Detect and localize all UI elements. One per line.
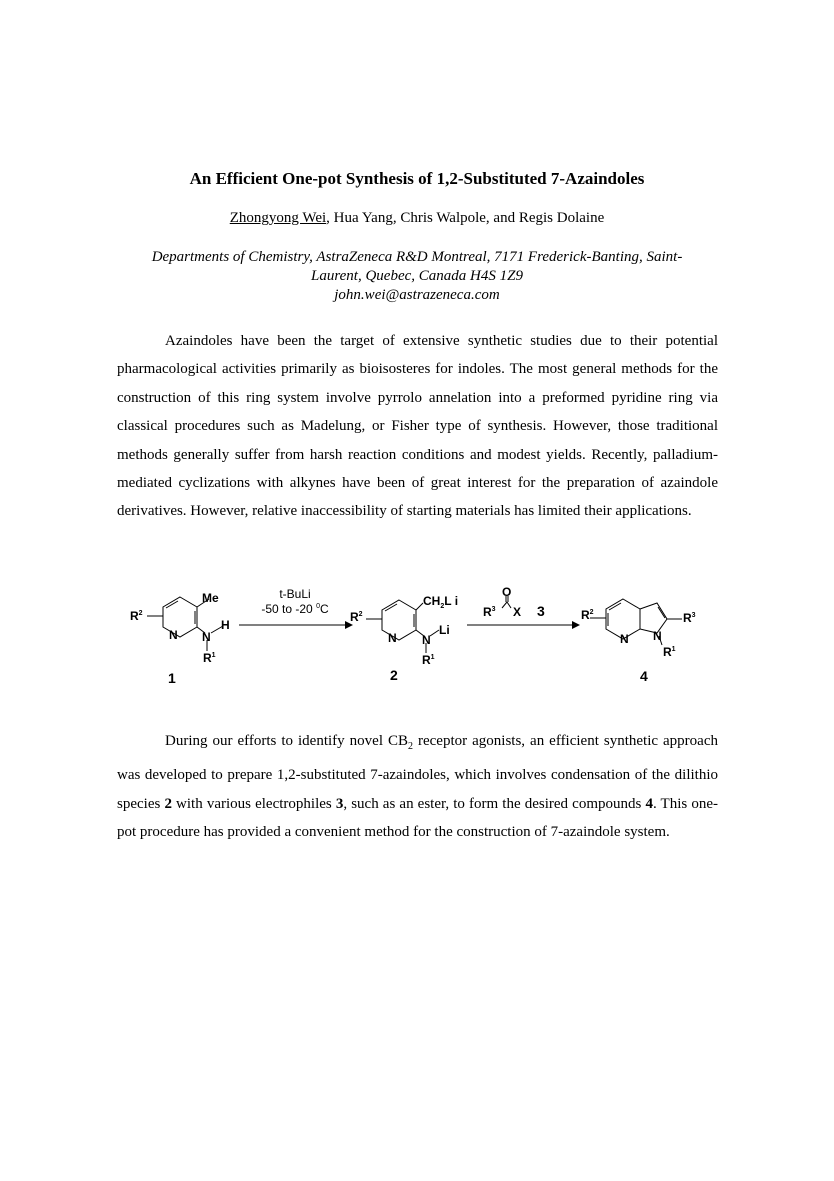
compound-4-r2: $R^2$ <box>581 608 594 622</box>
cb2-subscript: 2 <box>408 741 413 752</box>
compound-1-methyl: Me <box>202 591 219 605</box>
author-list <box>0 210 834 227</box>
electrophile-r3: $R^3$ <box>483 605 496 619</box>
results-text-5: . This one-pot procedure has provided a convenient method for the construction of 7-azaindole system. <box>117 795 718 841</box>
results-text-1: During our efforts to identify novel CB <box>165 733 408 749</box>
compound-4-pyrrole-n: N <box>653 629 662 643</box>
compound-4-pyridine-n: N <box>620 632 629 646</box>
electrophile-x: X <box>513 605 522 619</box>
arrowhead-2 <box>572 621 580 629</box>
results-text-2: receptor agonists, an efficient synthetic approach was developed to prepare 1,2-substituted 7-azaindoles, which involves condensation of the dilithio species <box>117 733 718 812</box>
compound-1-structure <box>147 597 223 651</box>
compound-1-h: H <box>221 618 230 632</box>
conditions-1: -50 to -20 $^0$C <box>261 602 329 616</box>
author-email: john.wei@astrazeneca.com <box>334 287 500 303</box>
results-text-4: , such as an ester, to form the desired compounds <box>343 795 646 812</box>
compound-2-r1: $R^1$ <box>422 653 435 667</box>
compound-ref-4: 4 <box>645 795 653 812</box>
reaction-scheme <box>117 583 718 693</box>
electrophile-label: 3 <box>537 603 545 619</box>
compound-ref-3: 3 <box>335 795 344 812</box>
compound-4-r1: $R^1$ <box>663 645 676 659</box>
compound-1-label: 1 <box>168 670 176 686</box>
paragraph-introduction: Azaindoles have been the target of extensive synthetic studies due to their potential pharmacological activities primarily as bioisosteres for indoles. The most general methods for the construction of this ring system involve pyrrolo annelation into a preformed pyridine ring via classical procedures such as Madelung, or Fisher type of synthesis. However, those traditional methods generally suffer from harsh reaction conditions and modest yields. Recently, palladium-mediated cyclizations with alkynes have been of great interest for the preparation of azaindole derivatives. However, relative inaccessibility of starting materials has limited their applications. <box>117 333 718 520</box>
compound-2-r2: $R^2$ <box>350 610 363 624</box>
electrophile-oxygen: O <box>502 585 512 599</box>
presenting-author: Zhongyong Wei <box>229 210 327 226</box>
affiliation-line-2: Laurent, Quebec, Canada H4S 1Z9 <box>311 268 523 284</box>
compound-1-r2: $R^2$ <box>130 609 143 623</box>
compound-4-r3: $R^3$ <box>683 611 696 625</box>
results-text-3: with various electrophiles <box>171 795 336 812</box>
compound-2-ring-n: N <box>388 631 397 645</box>
paragraph-results <box>117 727 718 847</box>
affiliation-line-1: Departments of Chemistry, AstraZeneca R&D Montreal, 7171 Frederick-Banting, Saint- <box>151 249 683 265</box>
compound-ref-2: 2 <box>164 795 172 812</box>
compound-1-r1: $R^1$ <box>203 651 216 665</box>
compound-4-label: 4 <box>640 668 648 684</box>
paper-title: An Efficient One-pot Synthesis of 1,2-Substituted 7-Azaindoles <box>189 169 645 188</box>
co-authors: , Hua Yang, Chris Walpole, and Regis Dolaine <box>326 210 605 226</box>
compound-2-n-lithium: Li <box>439 623 450 637</box>
compound-1-ring-n: N <box>169 628 178 642</box>
compound-4-structure <box>590 599 682 645</box>
compound-2-ch2li: $CH_2L$ i <box>423 594 459 610</box>
affiliation <box>110 248 724 305</box>
compound-2-amide-n: N <box>422 633 431 647</box>
reagent-1: t-BuLi <box>279 587 311 601</box>
compound-1-amine-n: N <box>202 630 211 644</box>
compound-2-label: 2 <box>390 667 398 683</box>
